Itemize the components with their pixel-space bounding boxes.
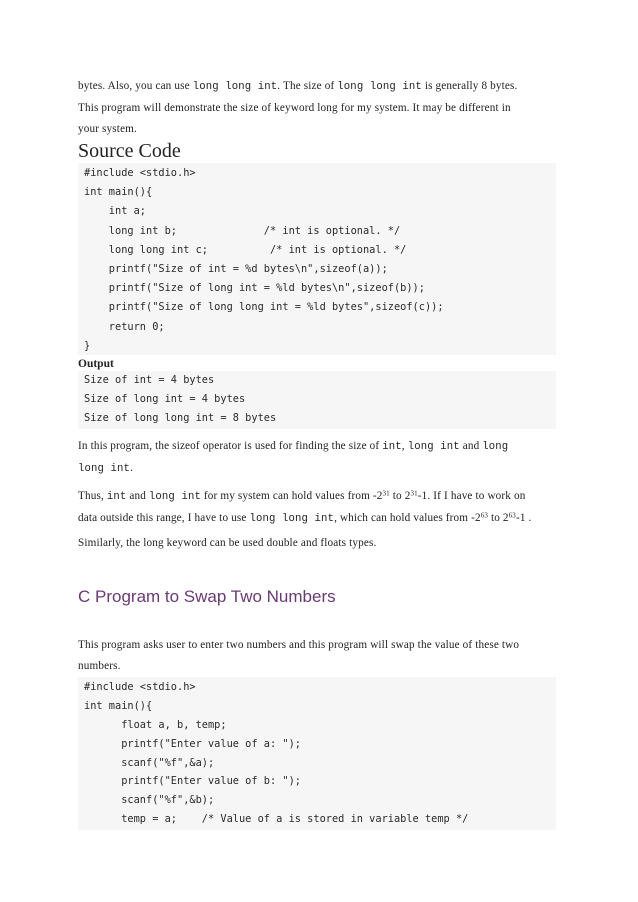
sizeof-line-1 <box>78 436 558 458</box>
swap-intro-line-1: This program asks user to enter two numbers and this program will swap the value of these two <box>78 639 520 651</box>
inline-code: int <box>106 491 127 503</box>
paragraph-text: data outside this range, I have to use <box>78 512 250 524</box>
source-code-heading: Source Code <box>78 140 181 162</box>
intro-text: is generally 8 bytes. <box>421 80 518 92</box>
intro-line-3: your system. <box>78 123 137 135</box>
output-line: Size of long long int = 8 bytes <box>84 412 277 425</box>
swap-code-block <box>78 677 556 830</box>
paragraph-text: to 2 <box>389 490 411 502</box>
sizeof-paragraph <box>78 436 558 480</box>
code-line: printf("Enter value of b: "); <box>84 775 301 788</box>
range-line-2 <box>78 508 558 530</box>
paragraph-text: to 2 <box>488 512 509 524</box>
paragraph-text: -1 . <box>515 512 532 524</box>
inline-code: long <box>482 441 509 453</box>
code-line: } <box>84 339 91 352</box>
intro-text: . The size of <box>277 80 338 92</box>
code-line: scanf("%f",&a); <box>84 756 215 769</box>
paragraph-text: Thus, <box>78 490 107 502</box>
paragraph-text: and <box>459 440 483 452</box>
output-label: Output <box>78 358 114 370</box>
similarly-paragraph: Similarly, the long keyword can be used double and floats types. <box>78 537 377 549</box>
paragraph-text: , which can hold values from -2 <box>334 512 481 524</box>
code-line: printf("Size of long long int = %ld bytes",sizeof(c)); <box>84 301 444 314</box>
paragraph-text: for my system can hold values from -2 <box>200 490 383 502</box>
code-line: #include <stdio.h> <box>84 681 196 693</box>
code-line: float a, b, temp; <box>84 718 227 731</box>
source-code-block <box>78 163 556 355</box>
intro-line-2: This program will demonstrate the size of keyword long for my system. It may be different in <box>78 102 511 114</box>
output-line: Size of long int = 4 bytes <box>84 393 246 406</box>
range-paragraph <box>78 486 558 530</box>
exponent: 63 <box>480 511 489 520</box>
output-line: Size of int = 4 bytes <box>84 374 215 386</box>
intro-line-1 <box>78 76 558 98</box>
intro-text: bytes. Also, you can use <box>78 80 193 92</box>
exponent: 31 <box>410 489 418 498</box>
swap-intro-paragraph <box>78 635 558 677</box>
exponent: 63 <box>508 511 516 520</box>
exponent: 31 <box>382 489 390 498</box>
code-line: return 0; <box>84 320 165 333</box>
output-block <box>78 371 556 429</box>
code-line: long int b; /* int is optional. */ <box>84 224 401 237</box>
code-line: temp = a; /* Value of a is stored in variable temp */ <box>84 813 469 826</box>
code-line: printf("Size of int = %d bytes\n",sizeof(a)); <box>84 262 388 275</box>
code-line: int a; <box>84 205 146 218</box>
intro-paragraph <box>78 76 558 140</box>
code-line: long long int c; /* int is optional. */ <box>84 243 407 256</box>
swap-intro-line-2: numbers. <box>78 660 121 672</box>
paragraph-text: -1. If I have to work on <box>417 490 526 502</box>
range-line-1 <box>78 486 558 508</box>
paragraph-text: and <box>126 490 149 502</box>
paragraph-text: In this program, the sizeof operator is used for finding the size of <box>78 440 383 452</box>
inline-code: long int <box>148 491 201 503</box>
swap-heading: C Program to Swap Two Numbers <box>78 587 336 606</box>
sizeof-line-2 <box>78 458 558 480</box>
paragraph-text: . <box>130 462 134 474</box>
inline-code: long int <box>78 463 131 475</box>
paragraph-text: , <box>401 440 408 452</box>
code-line: printf("Size of long int = %ld bytes\n",sizeof(b)); <box>84 282 425 295</box>
inline-code: int <box>382 441 402 453</box>
inline-code: long long int <box>337 81 422 93</box>
code-line: #include <stdio.h> <box>84 167 196 179</box>
code-line: scanf("%f",&b); <box>84 794 215 807</box>
code-line: int main(){ <box>84 186 153 199</box>
inline-code: long long int <box>192 81 278 93</box>
code-line: printf("Enter value of a: "); <box>84 737 301 750</box>
inline-code: long long int <box>249 513 335 525</box>
code-line: int main(){ <box>84 699 153 712</box>
inline-code: long int <box>407 441 460 453</box>
